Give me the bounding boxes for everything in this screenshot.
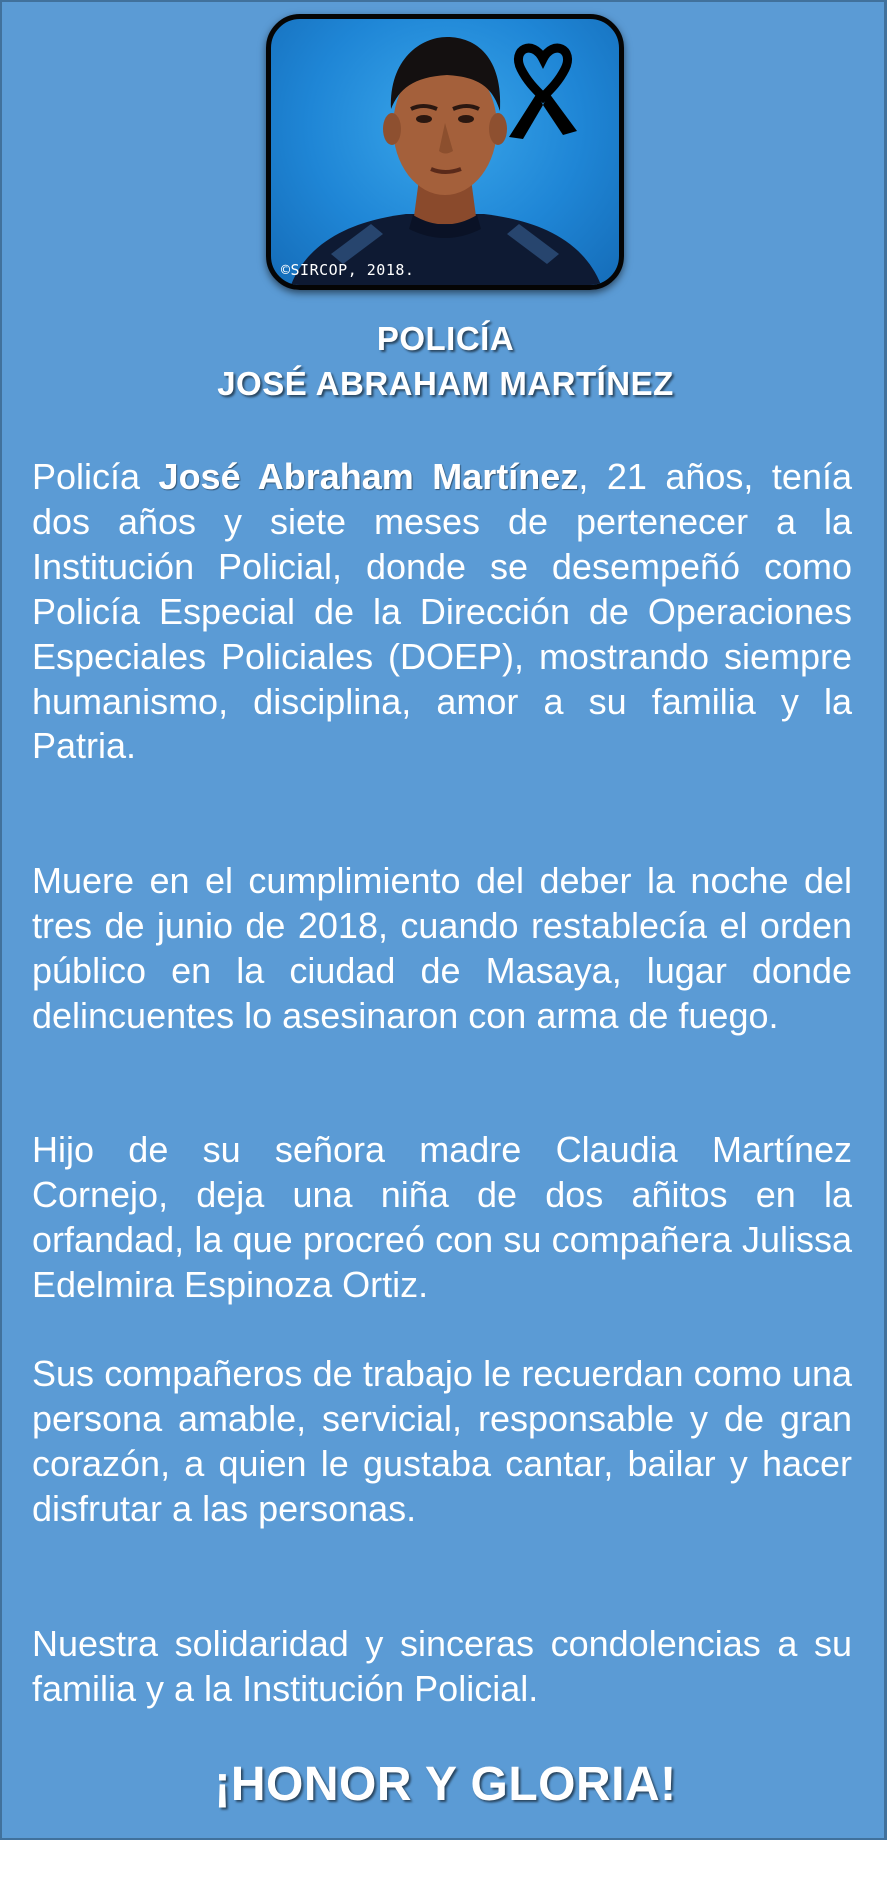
paragraph-family: Hijo de su señora madre Claudia Martínez Cornejo, deja una niña de dos añitos en la orfandad, la que procreó con su compañera Julissa Edelmira Espinoza Ortiz.: [32, 1129, 852, 1305]
portrait-photo: [266, 14, 624, 290]
honor-glory-closing: ¡HONOR Y GLORIA!: [214, 1758, 677, 1811]
biography-rest: , 21 años, tenía dos años y siete meses de pertenecer a la Institución Policial, donde se desempeñó como Policía Especial de la Dirección de Operaciones Especiales Policiales (DOEP), mostrando siempre humanismo, disciplina, amor a su familia y la Patria.: [32, 456, 852, 767]
paragraph-biography: [32, 455, 852, 769]
paragraph-condolences: Nuestra solidaridad y sinceras condolencias a su familia y a la Institución Policial.: [32, 1623, 852, 1709]
rank-title: POLICÍA: [376, 320, 515, 357]
officer-name-title: JOSÉ ABRAHAM MARTÍNEZ: [217, 365, 674, 402]
biography-name: José Abraham Martínez: [158, 456, 579, 497]
mourning-ribbon-icon: [509, 48, 577, 139]
portrait-illustration: [271, 19, 619, 285]
biography-prefix: Policía: [32, 456, 159, 497]
paragraph-colleagues: Sus compañeros de trabajo le recuerdan como una persona amable, servicial, responsable y de gran corazón, a quien le gustaba cantar, bailar y hacer disfrutar a las personas.: [32, 1353, 852, 1529]
photo-caption: ©SIRCOP, 2018.: [281, 261, 415, 279]
paragraph-death: Muere en el cumplimiento del deber la noche del tres de junio de 2018, cuando restablecía el orden público en la ciudad de Masaya, lugar donde delincuentes lo asesinaron con arma de fuego.: [32, 860, 852, 1036]
